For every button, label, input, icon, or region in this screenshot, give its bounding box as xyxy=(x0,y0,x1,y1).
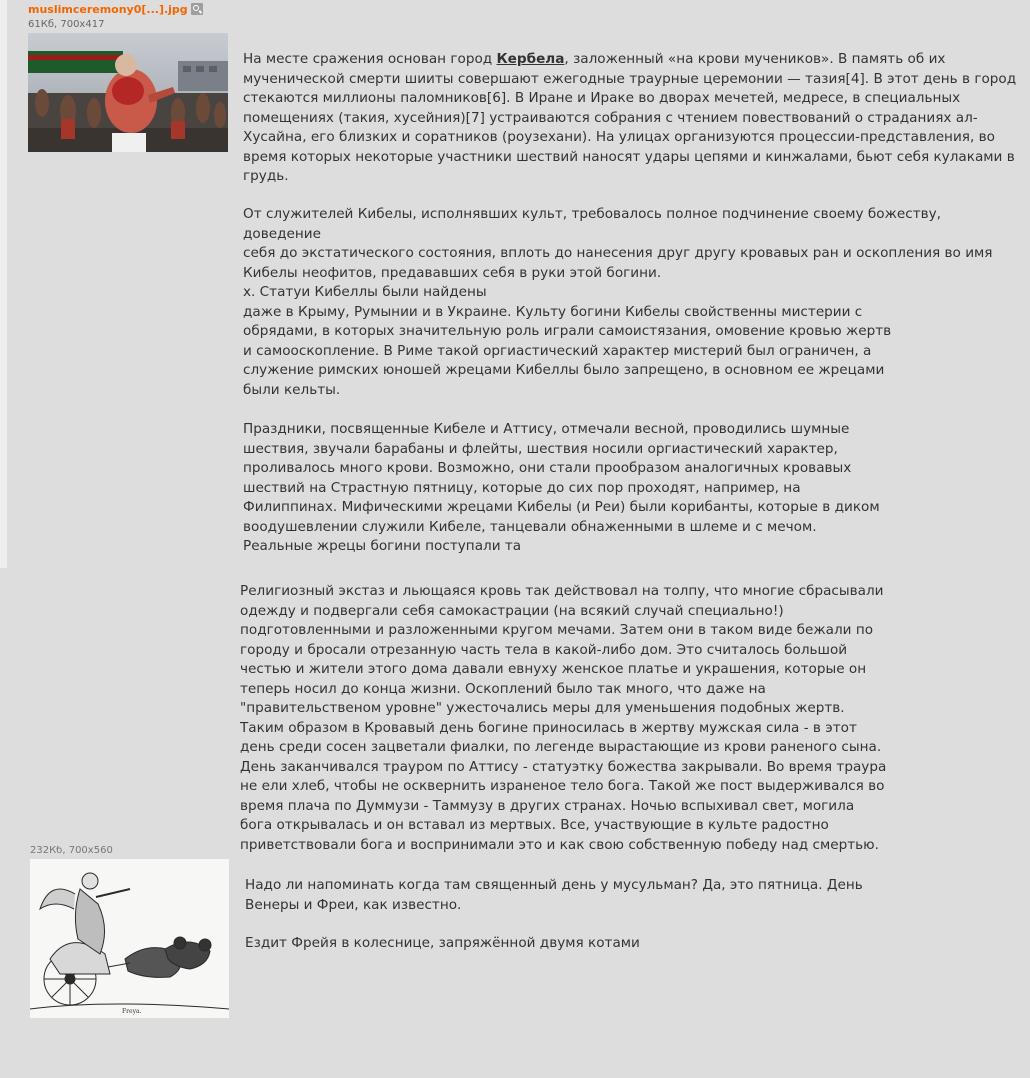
paragraph-text: На месте сражения основан город xyxy=(243,51,497,67)
ceremony-photo xyxy=(28,33,228,152)
freya-caption: Freya. xyxy=(122,1008,142,1015)
post-2-paragraph-1: Надо ли напоминать когда там священный день у мусульман? Да, это пятница. День Венеры и Фреи, как известно. xyxy=(245,877,863,913)
post-2-file-meta: 232Кб, 700x560 xyxy=(30,846,113,856)
search-icon[interactable] xyxy=(191,3,203,15)
post-2-paragraph-2: Ездит Фрейя в колеснице, запряжённой двумя котами xyxy=(245,935,640,951)
file-name-link[interactable]: muslimceremony0[...].jpg xyxy=(28,3,188,16)
file-info xyxy=(28,3,203,31)
post-2-thumbnail[interactable] xyxy=(30,859,229,1018)
post-1-paragraph-2: От служителей Кибелы, исполнявших культ, требовалось полное подчинение своему божеству, доведение себя до экстатического состояния, вплоть до нанесения друг другу кровавых ран и оскопления во имя Кибелы неофитов, предававших себя в руки этой богини. xyxy=(243,206,993,281)
post-left-border xyxy=(0,0,7,568)
post-1-paragraph-3: x. Статуи Кибеллы были найдены даже в Крыму, Румынии и в Украине. Культу богини Кибелы свойственны мистерии с обрядами, в которых значительную роль играли самоистязания, омовение кровью жертв и самооскопление. В Риме такой оргиастический характер мистерий был ограничен, а служение римских юношей жрецами Кибеллы было запрещено, в основном ее жрецами были кельты. xyxy=(243,284,892,398)
kerbela-link[interactable]: Кербела xyxy=(496,51,565,67)
post-1-paragraph-4: Праздники, посвященные Кибеле и Аттису, отмечали весной, проводились шумные шествия, звучали барабаны и флейты, шествия носили оргиастический характер, проливалось много крови. Возможно, они стали прообразом аналогичных кровавых шествий на Страстную пятницу, которые до сих пор проходят, например, на Филиппинах. Мифическими жрецами Кибелы (и Реи) были корибанты, которые в диком воодушевлении служили Кибеле, танцевали обнаженными в шлеме и с мечом. Реальные жрецы богини поступали та xyxy=(243,421,880,554)
post-1-paragraph-1 xyxy=(243,50,1023,187)
freya-engraving xyxy=(30,859,229,1018)
file-meta: 61Кб, 700x417 xyxy=(28,19,105,30)
paragraph-text: , заложенный «на крови мучеников». В память об их мученической смерти шииты совершают ежегодные траурные церемонии — тазия[4]. В этот день в город стекаются миллионы паломников[6]. В Иране и Ираке во дворах мечетей, медресе, в специальных помещениях (такия, хусейния)[7] устраиваются собрания с чтением повествований о страданиях ал- Хусайна, его близких и соратников (роузехани). На улицах организуются процессии-представления, во время которых некоторые участники шествий наносят удары цепями и кинжалами, бьют себя кулаками в грудь. xyxy=(243,51,1017,184)
post-1-thumbnail[interactable] xyxy=(28,33,228,152)
post-2-main-text: Религиозный экстаз и льющаяся кровь так действовал на толпу, что многие сбрасывали одежду и подвергали себя самокастрации (на всякий случай специально!) подготовленными и разложенными кругом мечами. Затем они в таком виде бежали по городу и бросали отрезанную часть тела в какой-либо дом. Это считалось большой честью и жители этого дома давали евнуху женское платье и украшения, которые он теперь носил до конца жизни. Оскоплений было так много, что даже на "правительственом уровне" ужесточались меры для уменьшения подобных жертв. Таким образом в Кровавый день богине приносилась в жертву мужская сила - в этот день среди сосен зацветали фиалки, по легенде вырастающие из крови раненого сына. День заканчивался трауром по Аттису - статуэтку божества закрывали. Во время траура не ели хлеб, чтобы не осквернить израненое тело бога. Такой же пост выдерживался во время плача по Думмузи - Таммузу в других странах. Ночью вспыхивал свет, могила бога открывалась и он вставал из мертвых. Все, участвующие в культе радостно приветствовали бога и воспринимали это и как свою собственную победу над смертью. xyxy=(240,583,887,853)
